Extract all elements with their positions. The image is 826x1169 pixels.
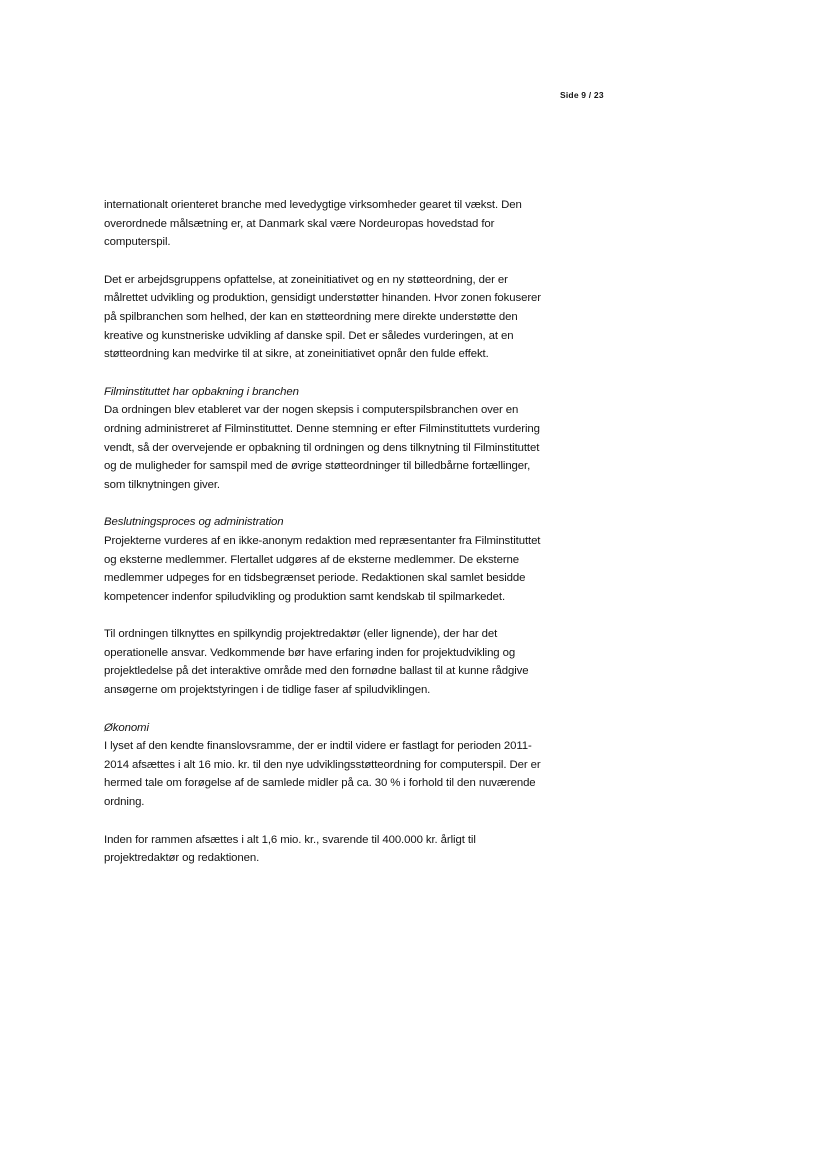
page-number: Side 9 / 23	[560, 90, 604, 100]
text-line: operationelle ansvar. Vedkommende bør have erfaring inden for projektudvikling og	[104, 646, 516, 659]
text-line: som tilknytningen giver.	[104, 478, 220, 491]
paragraph-budget	[104, 831, 604, 868]
section-heading: Filminstituttet har opbakning i branchen	[104, 385, 299, 398]
paragraph-zone-initiative	[104, 271, 604, 364]
section-support	[104, 383, 604, 495]
text-line: kompetencer indenfor spiludvikling og produktion samt kendskab til spilmarkedet.	[104, 590, 506, 603]
section-economy	[104, 719, 604, 812]
text-line: projektredaktør og redaktionen.	[104, 852, 260, 865]
text-line: ordning.	[104, 796, 145, 809]
section-decision-process	[104, 513, 604, 606]
text-line: 2014 afsættes i alt 16 mio. kr. til den nye udviklingsstøtteordning for computerspil. Der er	[104, 758, 541, 771]
document-body	[104, 196, 604, 887]
text-line: Inden for rammen afsættes i alt 1,6 mio. kr., svarende til 400.000 kr. årligt til	[104, 833, 476, 846]
section-heading: Beslutningsproces og administration	[104, 516, 284, 529]
text-line: kreative og kunstneriske udvikling af danske spil. Det er således vurderingen, at en	[104, 329, 514, 342]
text-line: vendt, så der overvejende er opbakning til ordningen og dens tilknytning til Filminstituttet	[104, 441, 540, 454]
text-line: Til ordningen tilknyttes en spilkyndig projektredaktør (eller lignende), der har det	[104, 628, 498, 641]
text-line: og eksterne medlemmer. Flertallet udgøres af de eksterne medlemmer. De eksterne	[104, 553, 520, 566]
text-line: støtteordning kan medvirke til at sikre, at zoneinitiativet opnår den fulde effekt.	[104, 348, 489, 361]
text-line: medlemmer udpeges for en tidsbegrænset periode. Redaktionen skal samlet besidde	[104, 572, 526, 585]
text-line: ordning administreret af Filminstituttet. Denne stemning er efter Filminstituttets vurdering	[104, 422, 540, 435]
text-line: hermed tale om forøgelse af de samlede midler på ca. 30 % i forhold til den nuværende	[104, 777, 536, 790]
text-line: på spilbranchen som helhed, der kan en støtteordning mere direkte understøtte den	[104, 310, 518, 323]
text-line: internationalt orienteret branche med levedygtige virksomheder gearet til vækst. Den	[104, 199, 522, 211]
text-line: Da ordningen blev etableret var der nogen skepsis i computerspilsbranchen over en	[104, 404, 519, 417]
section-heading: Økonomi	[104, 721, 149, 734]
text-line: målrettet udvikling og produktion, gensidigt understøtter hinanden. Hvor zonen fokuserer	[104, 292, 541, 305]
text-line: computerspil.	[104, 236, 171, 249]
paragraph-vision	[104, 196, 604, 252]
text-line: Projekterne vurderes af en ikke-anonym redaktion med repræsentanter fra Filminstituttet	[104, 534, 541, 547]
text-line: ansøgerne om projektstyringen i de tidlige faser af spiludviklingen.	[104, 684, 431, 697]
text-line: projektledelse på det interaktive område med den fornødne ballast til at kunne rådgive	[104, 665, 529, 678]
text-line: Det er arbejdsgruppens opfattelse, at zoneinitiativet og en ny støtteordning, der er	[104, 273, 508, 286]
text-line: overordnede målsætning er, at Danmark skal være Nordeuropas hovedstad for	[104, 217, 495, 230]
text-line: I lyset af den kendte finanslovsramme, der er indtil videre er fastlagt for perioden 2011-	[104, 740, 532, 753]
text-line: og de muligheder for samspil med de øvrige støtteordninger til billedbårne fortællinger,	[104, 460, 531, 473]
paragraph-project-editor	[104, 625, 604, 699]
